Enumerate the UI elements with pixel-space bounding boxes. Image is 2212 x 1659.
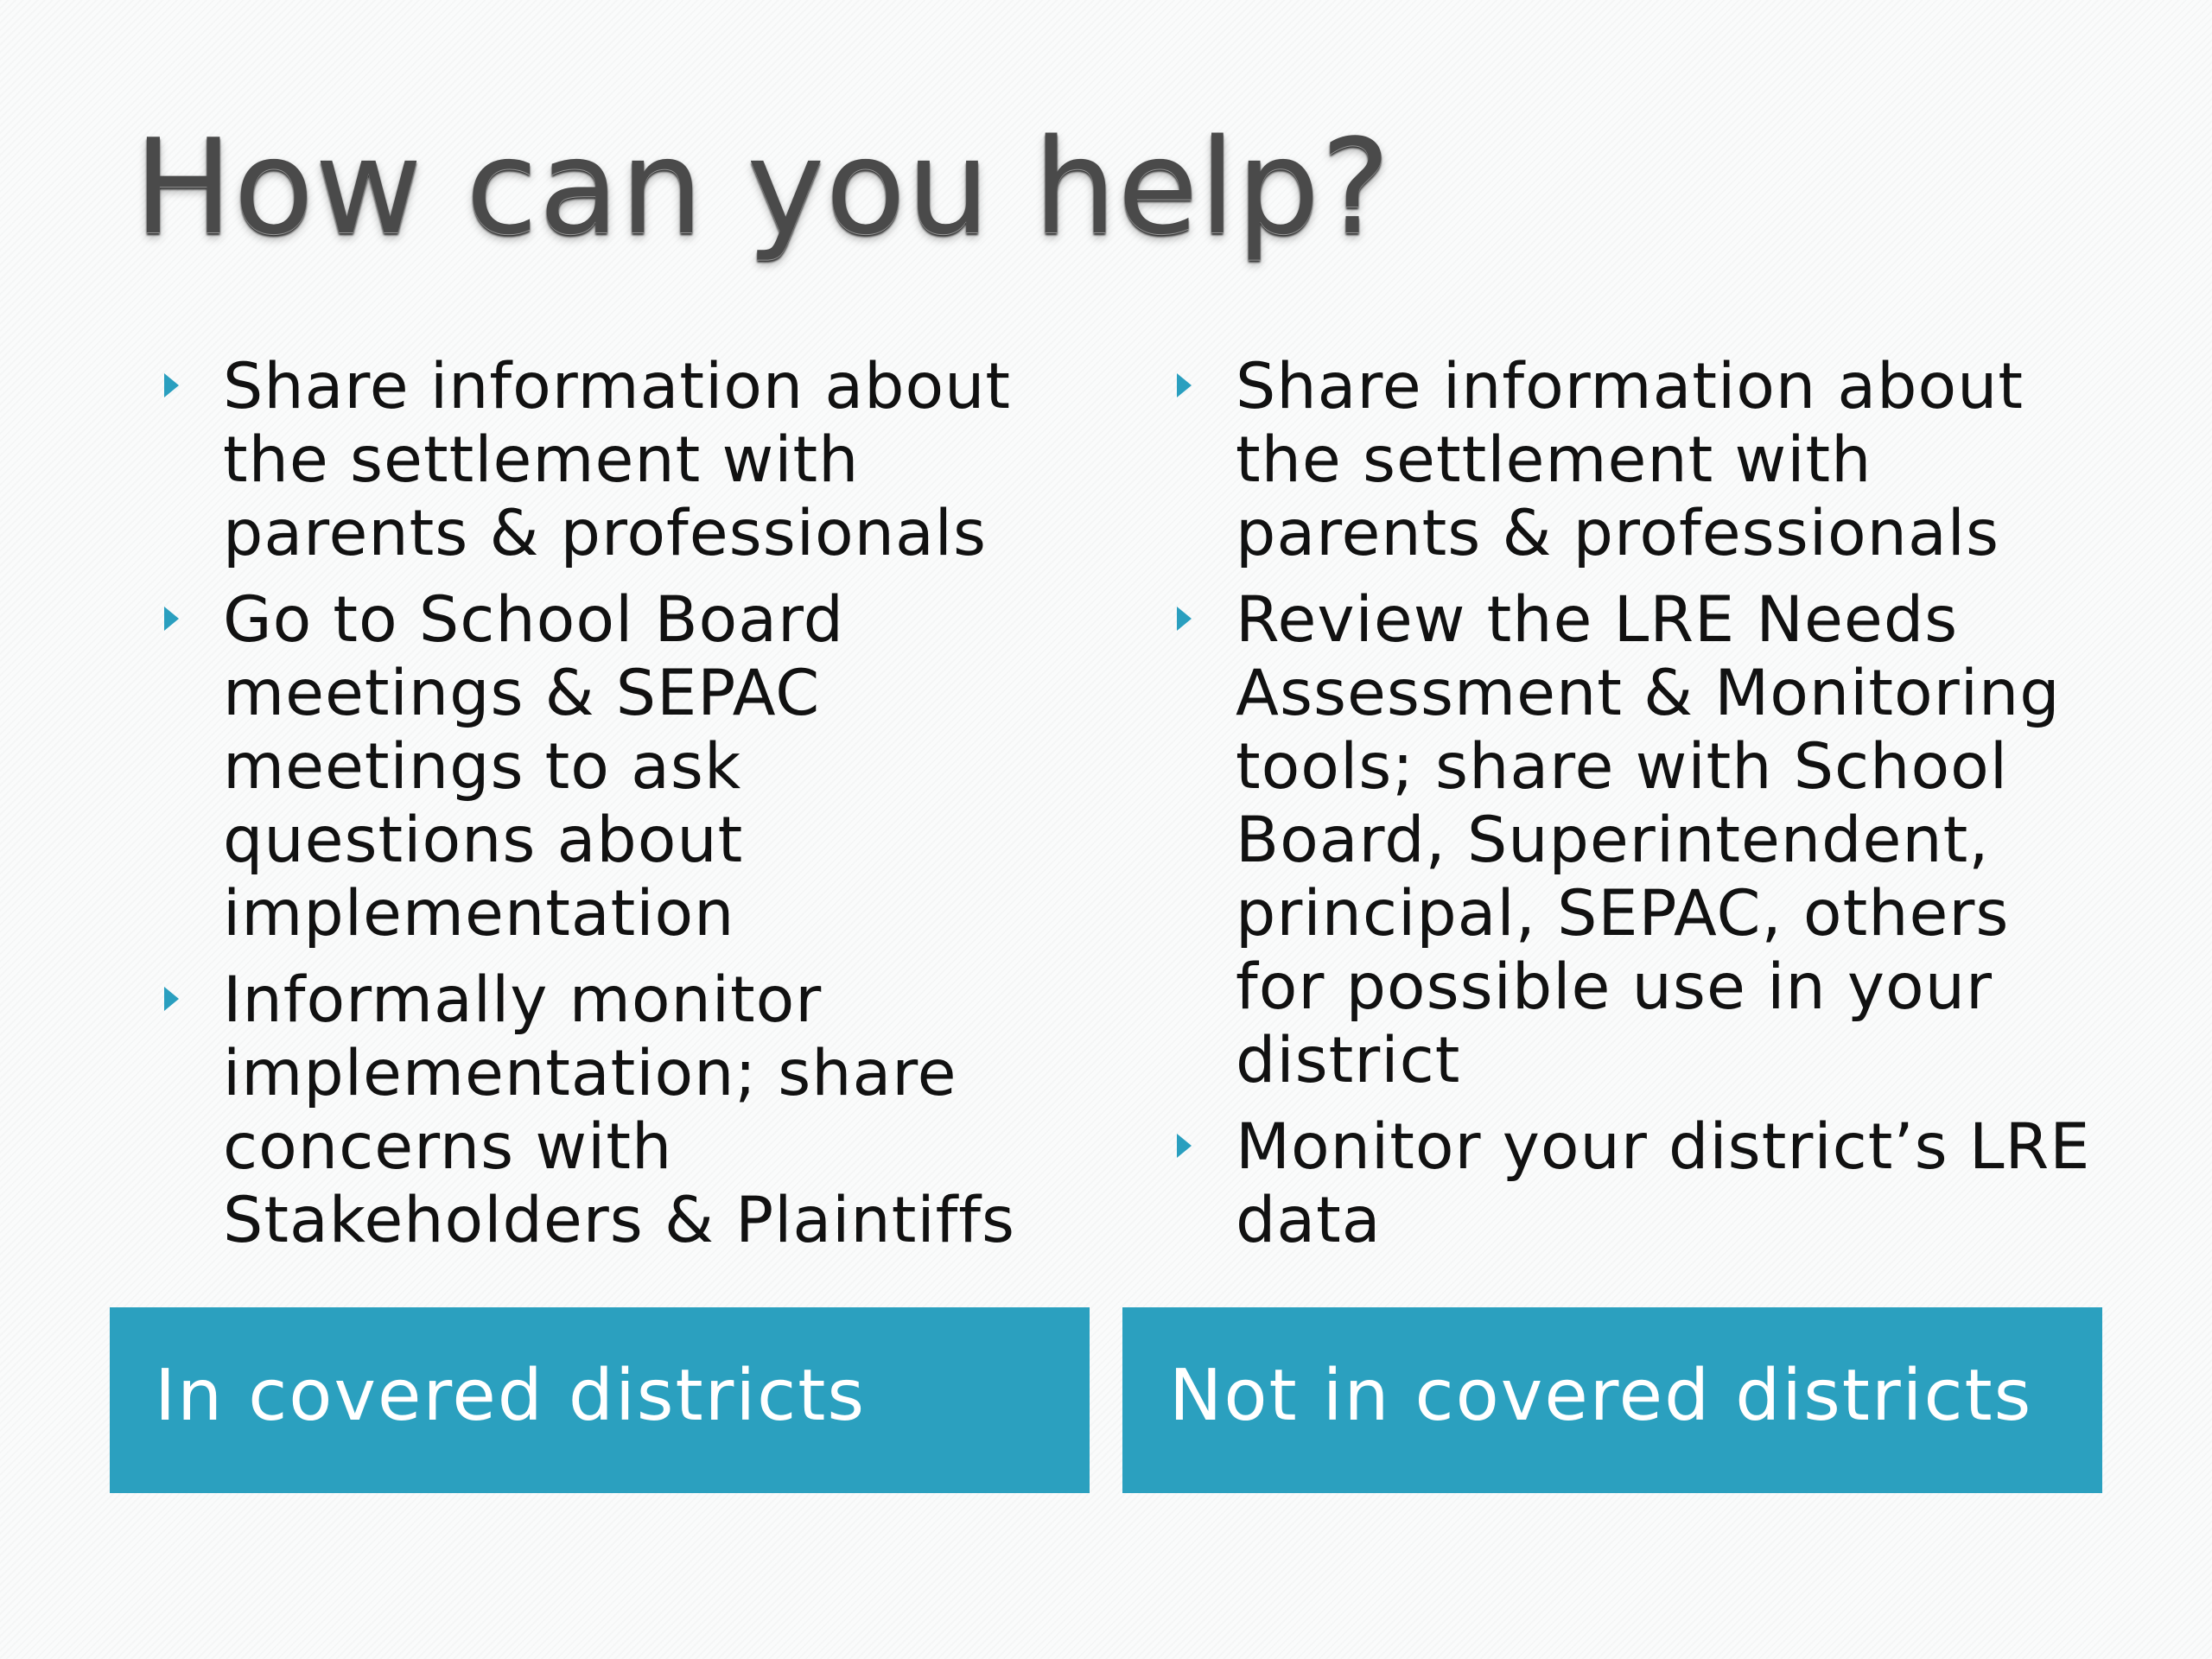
right-bullet-list (1168, 350, 2101, 1257)
list-item (1168, 1110, 2101, 1257)
bullet-text: Share information about the settlement with parents & professionals (1236, 350, 2024, 570)
not-covered-districts-label-box (1122, 1307, 2102, 1493)
bullet-text: Review the LRE Needs Assessment & Monitoring tools; share with School Board, Superintendent, principal, SEPAC, others for possible use in your district (1236, 583, 2061, 1097)
triangle-right-icon (164, 607, 179, 631)
list-item (156, 963, 1020, 1257)
triangle-right-icon (1177, 607, 1192, 631)
right-column (1168, 350, 2101, 1270)
list-item (156, 583, 1020, 950)
list-item (1168, 583, 2101, 1097)
left-bullet-list (156, 350, 1020, 1257)
bullet-text: Informally monitor implementation; share concerns with Stakeholders & Plaintiffs (223, 963, 1016, 1257)
covered-districts-label: In covered districts (155, 1355, 867, 1437)
list-item (1168, 350, 2101, 570)
left-column (156, 350, 1020, 1270)
bullet-text: Monitor your district’s LRE data (1236, 1110, 2091, 1257)
bullet-text: Share information about the settlement with parents & professionals (223, 350, 1012, 570)
covered-districts-label-box (110, 1307, 1090, 1493)
not-covered-districts-label: Not in covered districts (1169, 1355, 2033, 1437)
triangle-right-icon (164, 373, 179, 397)
triangle-right-icon (1177, 1134, 1192, 1158)
triangle-right-icon (1177, 373, 1192, 397)
list-item (156, 350, 1020, 570)
bullet-text: Go to School Board meetings & SEPAC meetings to ask questions about implementation (223, 583, 845, 950)
slide-title: How can you help? (134, 111, 1392, 264)
triangle-right-icon (164, 987, 179, 1011)
